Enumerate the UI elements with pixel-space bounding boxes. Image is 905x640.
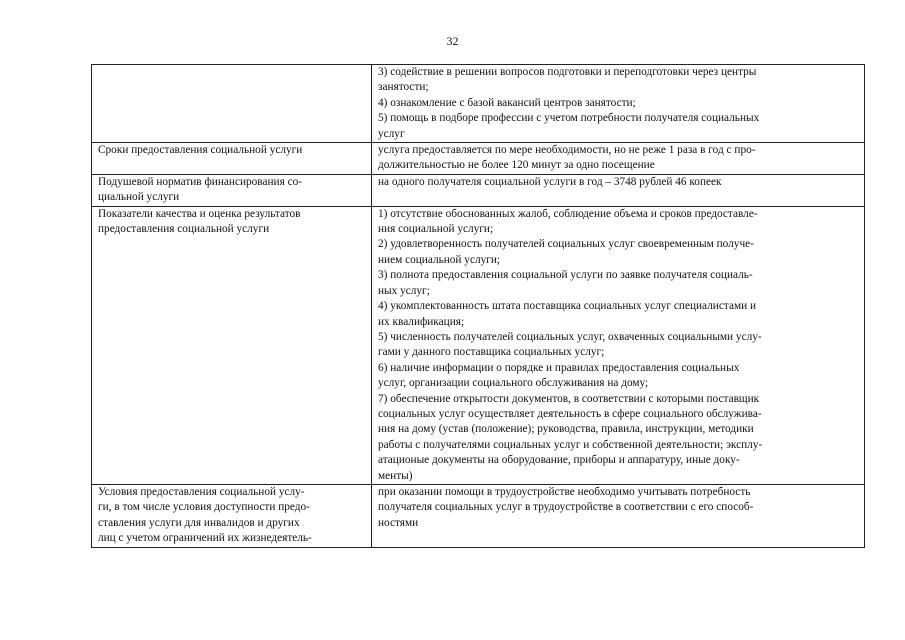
- content-line: 7) обеспечение открытости документов, в соответствии с которыми поставщик: [378, 392, 760, 405]
- table-row: [92, 206, 865, 484]
- content-line: атационые документы на оборудование, приборы и аппаратуру, иные доку-: [378, 454, 740, 467]
- content-line: 5) численность получателей социальных услуг, охваченных социальными услу-: [378, 330, 762, 343]
- content-line: получателя социальных услуг в трудоустройстве в соответствии с его способ-: [378, 501, 754, 514]
- content-line: услуга предоставляется по мере необходимости, но не реже 1 раза в год с про-: [378, 144, 756, 157]
- row-label-cell: [92, 484, 372, 547]
- label-line: Показатели качества и оценка результатов: [98, 207, 301, 220]
- service-standard-table: [91, 64, 865, 548]
- content-line: занятости;: [378, 81, 429, 94]
- content-line: 5) помощь в подборе профессии с учетом потребности получателя социальных: [378, 112, 760, 125]
- content-line: 2) удовлетворенность получателей социальных услуг своевременным получе-: [378, 238, 754, 251]
- content-line: ностями: [378, 516, 419, 529]
- row-content-cell: [372, 143, 865, 175]
- label-line: Сроки предоставления социальной услуги: [98, 144, 303, 157]
- content-line: 3) полнота предоставления социальной услуги по заявке получателя социаль-: [378, 269, 753, 282]
- label-line: Подушевой норматив финансирования со-: [98, 175, 303, 188]
- table-row: [92, 484, 865, 547]
- label-line: предоставления социальной услуги: [98, 223, 270, 236]
- content-line: ния на дому (устав (положение); руководства, правила, инструкции, методики: [378, 423, 754, 436]
- page-number: 32: [446, 34, 459, 48]
- row-label-cell: [92, 65, 372, 143]
- content-line: 4) укомплектованность штата поставщика социальных услуг специалистами и: [378, 300, 757, 313]
- content-line: нием социальной услуги;: [378, 253, 501, 266]
- label-line: Условия предоставления социальной услу-: [98, 485, 305, 498]
- content-line: услуг: [378, 127, 405, 140]
- label-line: ставления услуги для инвалидов и других: [98, 516, 300, 529]
- row-label-cell: [92, 143, 372, 175]
- row-content-cell: [372, 174, 865, 206]
- content-line: услуг, организации социального обслуживания на дому;: [378, 377, 649, 390]
- label-line: ги, в том числе условия доступности предо-: [98, 501, 310, 514]
- content-line: менты): [378, 469, 413, 482]
- row-content-cell: [372, 484, 865, 547]
- content-line: 4) ознакомление с базой вакансий центров занятости;: [378, 96, 636, 109]
- row-content-cell: [372, 65, 865, 143]
- content-line: 6) наличие информации о порядке и правилах предоставления социальных: [378, 361, 740, 374]
- content-line: гами у данного поставщика социальных услуг;: [378, 346, 605, 359]
- label-line: циальной услуги: [98, 191, 180, 204]
- content-line: ных услуг;: [378, 284, 430, 297]
- content-line: 3) содействие в решении вопросов подготовки и переподготовки через центры: [378, 66, 757, 78]
- content-line: социальных услуг осуществляет деятельность в сфере социального обслужива-: [378, 407, 762, 420]
- content-line: работы с получателями социальных услуг и собственной деятельности; эксплу-: [378, 438, 763, 451]
- content-line: 1) отсутствие обоснованных жалоб, соблюдение объема и сроков предоставле-: [378, 207, 758, 220]
- content-line: при оказании помощи в трудоустройстве необходимо учитывать потребность: [378, 485, 751, 498]
- table-row: [92, 143, 865, 175]
- content-line: ния социальной услуги;: [378, 223, 494, 236]
- table-body: [92, 65, 865, 548]
- table-row: [92, 174, 865, 206]
- row-content-cell: [372, 206, 865, 484]
- row-label-cell: [92, 174, 372, 206]
- label-line: лиц с учетом ограничений их жизнедеятель-: [98, 532, 312, 545]
- content-line: должительностью не более 120 минут за одно посещение: [378, 159, 655, 172]
- table-row: [92, 65, 865, 143]
- content-line: их квалификация;: [378, 315, 465, 328]
- row-label-cell: [92, 206, 372, 484]
- content-line: на одного получателя социальной услуги в год – 3748 рублей 46 копеек: [378, 175, 722, 188]
